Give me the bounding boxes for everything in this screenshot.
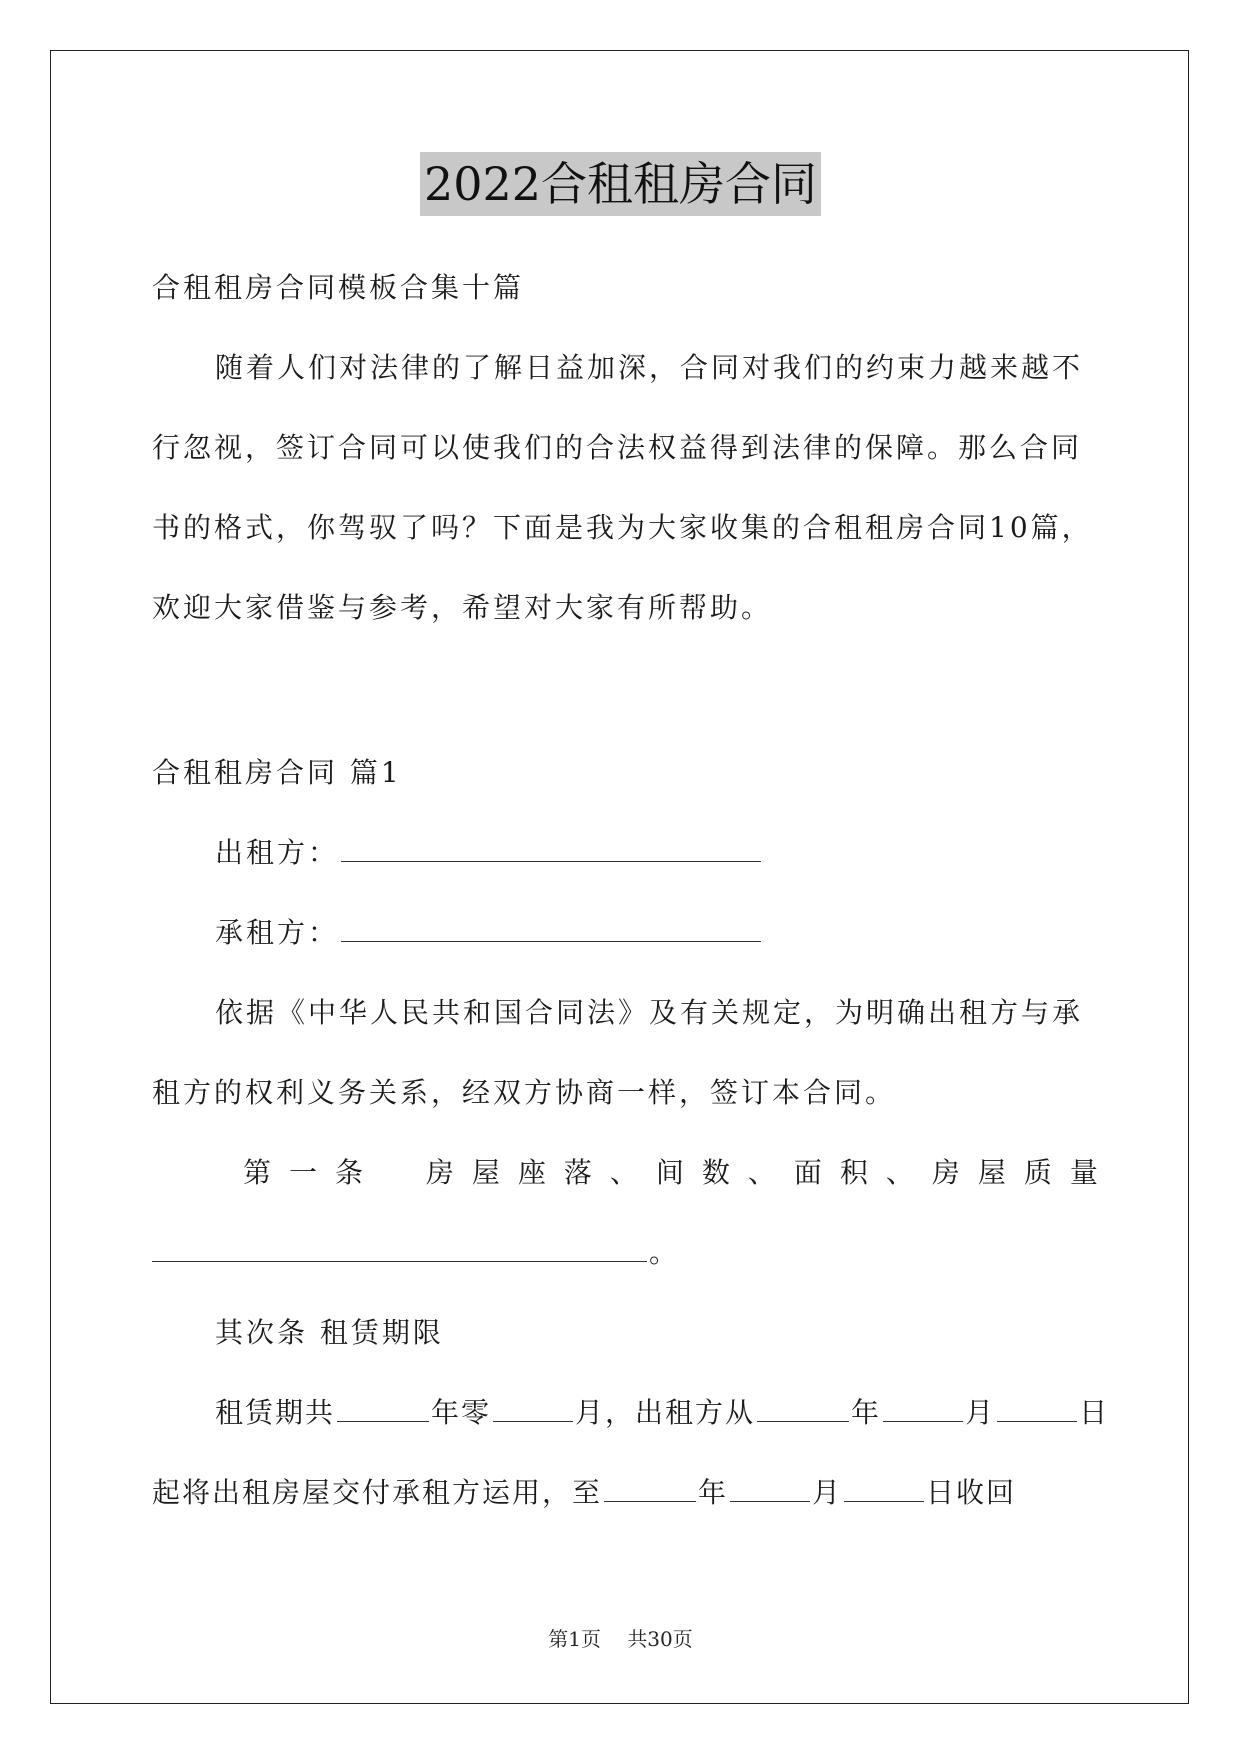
article2-line-2 [152,1473,1016,1513]
subtitle: 合租租房合同模板合集十篇 [152,271,525,304]
page-number: 第1页 [548,1627,601,1651]
end-month-blank[interactable] [730,1473,810,1502]
article2-heading: 其次条 租赁期限 [215,1316,444,1349]
end-day-blank[interactable] [844,1473,924,1502]
end-year-blank[interactable] [604,1473,696,1502]
end-day-text: 日收回 [926,1476,1017,1509]
intro-line-4: 欢迎大家借鉴与参考，希望对大家有所帮助。 [152,591,773,624]
article1-text: 房屋座落、间数、面积、房屋质量 [425,1156,1116,1189]
lessor-label: 出租方： [215,836,340,869]
basis-line-1: 依据《中华人民共和国合同法》及有关规定，为明确出租方与承 [215,996,1084,1029]
from-text: 月，出租方从 [575,1396,756,1429]
day-text: 日 [1079,1396,1110,1429]
lease-term-label: 租赁期共 [215,1396,336,1429]
article1-end: 。 [649,1236,681,1269]
lessee-blank[interactable] [341,913,761,942]
title-container [0,152,1241,216]
start-month-blank[interactable] [883,1393,963,1422]
year-text: 年 [851,1396,882,1429]
lessor-blank[interactable] [341,833,761,862]
handover-text: 起将出租房屋交付承租方运用，至 [152,1476,603,1509]
article1-blank-row [152,1233,680,1273]
article1-row [243,1153,1116,1193]
lease-years-blank[interactable] [337,1393,429,1422]
page-footer [0,1625,1241,1653]
end-month-text: 月 [812,1476,843,1509]
intro-line-3: 书的格式，你驾驭了吗？下面是我为大家收集的合租租房合同10篇， [152,511,1093,544]
years-text: 年零 [431,1396,492,1429]
article1-blank[interactable] [152,1233,647,1262]
section-heading: 合租租房合同 篇1 [152,756,402,789]
article1-label: 第一条 [243,1156,382,1189]
month-text: 月 [965,1396,996,1429]
start-year-blank[interactable] [757,1393,849,1422]
basis-line-2: 租方的权利义务关系，经双方协商一样，签订本合同。 [152,1076,897,1109]
end-year-text: 年 [698,1476,729,1509]
lessee-label: 承租方： [215,916,340,949]
lessor-row [215,833,763,873]
lessee-row [215,913,763,953]
document-title: 2022合租租房合同 [420,152,821,216]
intro-line-2: 行忽视，签订合同可以使我们的合法权益得到法律的保障。那么合同 [152,431,1083,464]
lease-months-blank[interactable] [493,1393,573,1422]
intro-line-1: 随着人们对法律的了解日益加深，合同对我们的约束力越来越不 [215,351,1084,384]
page-total: 共30页 [627,1627,693,1651]
start-day-blank[interactable] [997,1393,1077,1422]
article2-line-1 [215,1393,1109,1433]
